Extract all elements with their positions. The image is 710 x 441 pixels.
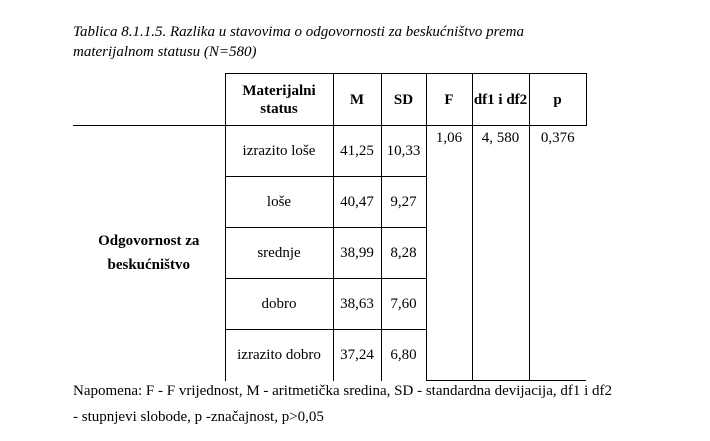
cell-status: dobro <box>225 279 333 330</box>
header-row <box>73 74 586 126</box>
table-note <box>73 378 673 430</box>
row-label: Odgovornost za beskućništvo <box>73 126 225 381</box>
header-sd: SD <box>381 74 426 126</box>
cell-status: srednje <box>225 228 333 279</box>
cell-sd: 10,33 <box>381 126 426 177</box>
caption-line-1: Tablica 8.1.1.5. Razlika u stavovima o odgovornosti za beskućništvo prema <box>73 24 524 40</box>
cell-m: 38,63 <box>333 279 381 330</box>
cell-m: 37,24 <box>333 330 381 381</box>
cell-df: 4, 580 <box>472 126 529 381</box>
cell-sd: 8,28 <box>381 228 426 279</box>
cell-sd: 7,60 <box>381 279 426 330</box>
header-f: F <box>426 74 472 126</box>
cell-status: izrazito dobro <box>225 330 333 381</box>
table-row <box>73 126 586 177</box>
note-line-1: Napomena: F - F vrijednost, M - aritmetička sredina, SD - standardna devijacija, df1 i df2 <box>73 383 613 399</box>
cell-m: 40,47 <box>333 177 381 228</box>
caption-line-2: materijalnom statusu (N=580) <box>73 44 257 60</box>
header-status: Materijalni status <box>225 74 333 126</box>
header-empty-cell <box>73 74 225 126</box>
cell-p: 0,376 <box>529 126 586 381</box>
note-line-2: - stupnjevi slobode, p -značajnost, p>0,05 <box>73 409 324 425</box>
cell-status: loše <box>225 177 333 228</box>
header-df: df1 i df2 <box>472 74 529 126</box>
header-p: p <box>529 74 586 126</box>
cell-sd: 6,80 <box>381 330 426 381</box>
cell-status: izrazito loše <box>225 126 333 177</box>
cell-m: 41,25 <box>333 126 381 177</box>
table-caption <box>73 22 633 62</box>
cell-f: 1,06 <box>426 126 472 381</box>
header-m: M <box>333 74 381 126</box>
cell-m: 38,99 <box>333 228 381 279</box>
cell-sd: 9,27 <box>381 177 426 228</box>
results-table <box>73 73 587 381</box>
